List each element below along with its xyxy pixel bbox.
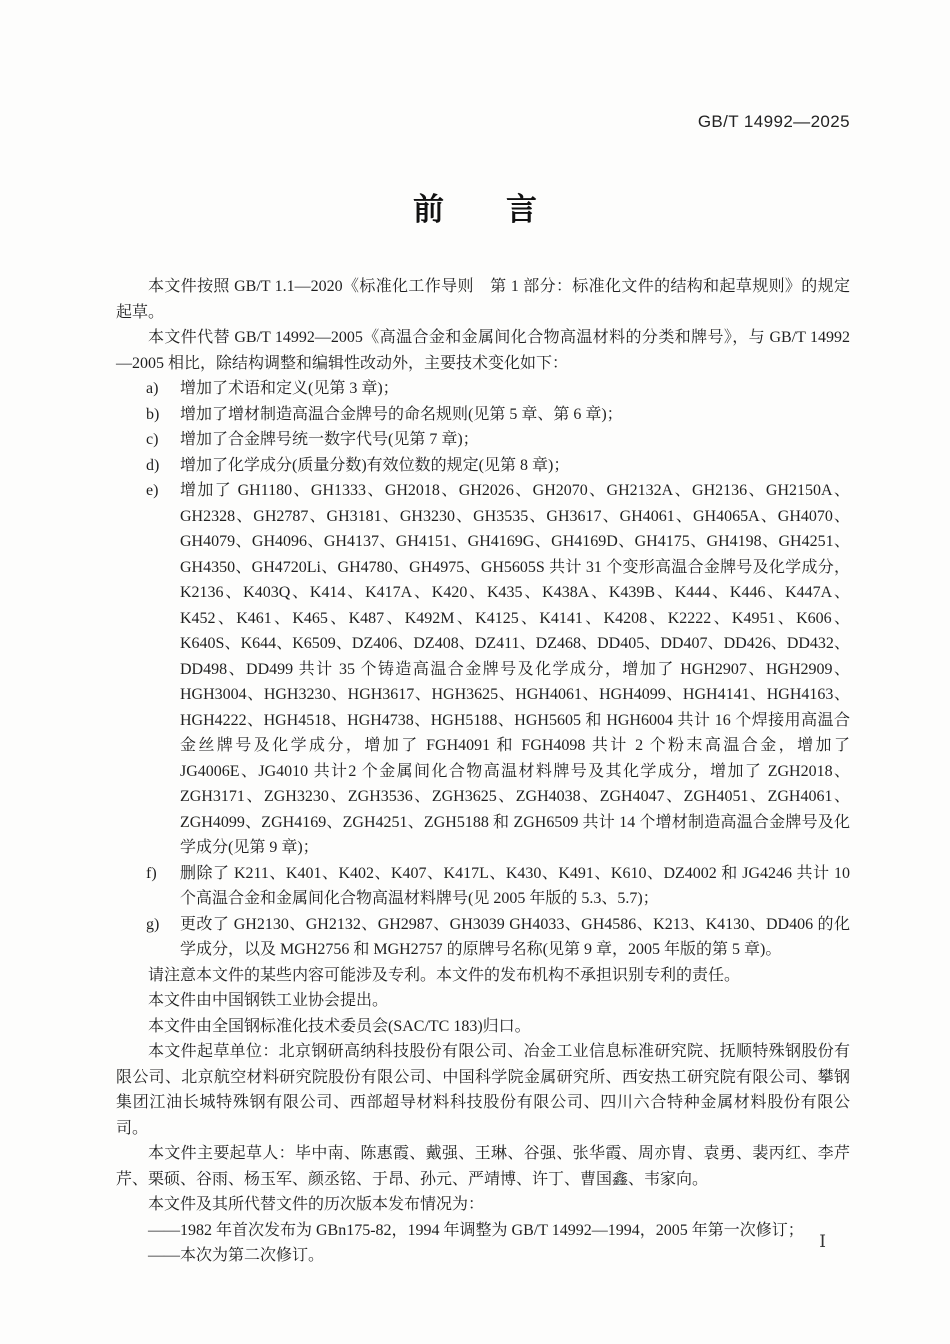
paragraph-drafting-organizations: 本文件起草单位：北京钢研高纳科技股份有限公司、冶金工业信息标准研究院、抚顺特殊钢股份有限公司、北京航空材料研究院股份有限公司、中国科学院金属研究所、西安热工研究院有限公司、攀钢集团江油长城特殊钢有限公司、西部超导材料科技股份有限公司、四川六合特种金属材料股份有限公司。	[116, 1043, 850, 1137]
paragraph-centralized-by: 本文件由全国钢标准化技术委员会(SAC/TC 183)归口。	[148, 1017, 531, 1035]
paragraph-replacement: 本文件代替 GB/T 14992—2005《高温合金和金属间化合物高温材料的分类和牌号》，与 GB/T 14992—2005 相比，除结构调整和编辑性改动外，主要技术变化如下：	[116, 329, 850, 372]
list-item-g	[116, 912, 850, 963]
list-item-text: 更改了 GH2130、GH2132、GH2987、GH3039 GH4033、GH4586、K213、K4130、DD406 的化学成分，以及 MGH2756 和 MGH2757 的原牌号名称(见第 9 章，2005 年版的第 5 章)。	[180, 915, 850, 958]
list-item-b	[116, 402, 850, 428]
changes-list	[116, 376, 850, 963]
list-item-c	[116, 427, 850, 453]
history-item-first-edition: ——1982 年首次发布为 GBn175-82，1994 年调整为 GB/T 14992—1994，2005 年第一次修订；	[148, 1221, 804, 1239]
list-item-label: e)	[146, 482, 159, 499]
paragraph-edition-history-intro: 本文件及其所代替文件的历次版本发布情况为：	[148, 1196, 485, 1213]
foreword-content	[116, 274, 850, 1269]
page-number: Ⅰ	[819, 1232, 826, 1251]
paragraph-proposed-by: 本文件由中国钢铁工业协会提出。	[148, 992, 389, 1009]
standard-number: GB/T 14992—2025	[697, 112, 850, 131]
list-item-text: 增加了增材制造高温合金牌号的命名规则(见第 5 章、第 6 章)；	[180, 405, 623, 423]
list-item-label: a)	[146, 380, 159, 397]
history-item-current-revision: ——本次为第二次修订。	[148, 1247, 325, 1264]
list-item-label: d)	[146, 456, 160, 474]
paragraph-drafting-basis: 本文件按照 GB/T 1.1—2020《标准化工作导则 第 1 部分：标准化文件的结构和起草规则》的规定起草。	[116, 278, 850, 321]
page-title: 前 言	[413, 192, 537, 227]
paragraph-chief-drafters: 本文件主要起草人：毕中南、陈惠霞、戴强、王琳、谷强、张华霞、周亦胄、袁勇、裴丙红、李芹芹、栗硕、谷雨、杨玉军、颜丞铭、于昂、孙元、严靖博、许丁、曹国鑫、韦家向。	[116, 1145, 850, 1188]
list-item-label: b)	[146, 405, 160, 423]
list-item-text: 增加了 GH1180、GH1333、GH2018、GH2026、GH2070、GH2132A、GH2136、GH2150A、GH2328、GH2787、GH3181、GH3230、GH3535、GH3617、GH4061、GH4065A、GH4070、GH4079、GH4096、GH4137、GH4151、GH4169G、GH4169D、GH4175、GH4198、GH4251、GH4350、GH4720Li、GH4780、GH4975、GH5605S 共计 31 个变形高温合金牌号及化学成分，K2136、K403Q、K414、K417A、K420、K435、K438A、K439B、K444、K446、K447A、K452、K461、K465、K487、K492M、K4125、K4141、K4208、K2222、K4951、K606、K640S、K644、K6509、DZ406、DZ408、DZ411、DZ468、DD405、DD407、DD426、DD432、DD498、DD499 共计 35 个铸造高温合金牌号及化学成分，增加了 HGH2907、HGH2909、HGH3004、HGH3230、HGH3617、HGH3625、HGH4061、HGH4099、HGH4141、HGH4163、HGH4222、HGH4518、HGH4738、HGH5188、HGH5605 和 HGH6004 共计 16 个焊接用高温合金丝牌号及化学成分，增加了 FGH4091 和 FGH4098 共计 2 个粉末高温合金，增加了 JG4006E、JG4010 共计2 个金属间化合物高温材料牌号及其化学成分，增加了 ZGH2018、ZGH3171、ZGH3230、ZGH3536、ZGH3625、ZGH4038、ZGH4047、ZGH4051、ZGH4061、ZGH4099、ZGH4169、ZGH4251、ZGH5188 和 ZGH6509 共计 14 个增材制造高温合金牌号及化学成分(见第 9 章)；	[180, 482, 850, 856]
list-item-a	[116, 376, 850, 402]
list-item-text: 增加了合金牌号统一数字代号(见第 7 章)；	[180, 431, 479, 448]
paragraph-patent-notice: 请注意本文件的某些内容可能涉及专利。本文件的发布机构不承担识别专利的责任。	[148, 966, 741, 984]
list-item-d	[116, 453, 850, 479]
list-item-text: 增加了术语和定义(见第 3 章)；	[180, 380, 399, 397]
list-item-f	[116, 861, 850, 912]
list-item-e	[116, 478, 850, 861]
list-item-text: 删除了 K211、K401、K402、K407、K417L、K430、K491、K610、DZ4002 和 JG4246 共计 10 个高温合金和金属间化合物高温材料牌号(见 2005 年版的 5.3、5.7)；	[180, 864, 850, 907]
list-item-label: g)	[146, 915, 160, 933]
list-item-label: f)	[146, 864, 157, 882]
list-item-text: 增加了化学成分(质量分数)有效位数的规定(见第 8 章)；	[180, 456, 570, 474]
list-item-label: c)	[146, 431, 159, 448]
